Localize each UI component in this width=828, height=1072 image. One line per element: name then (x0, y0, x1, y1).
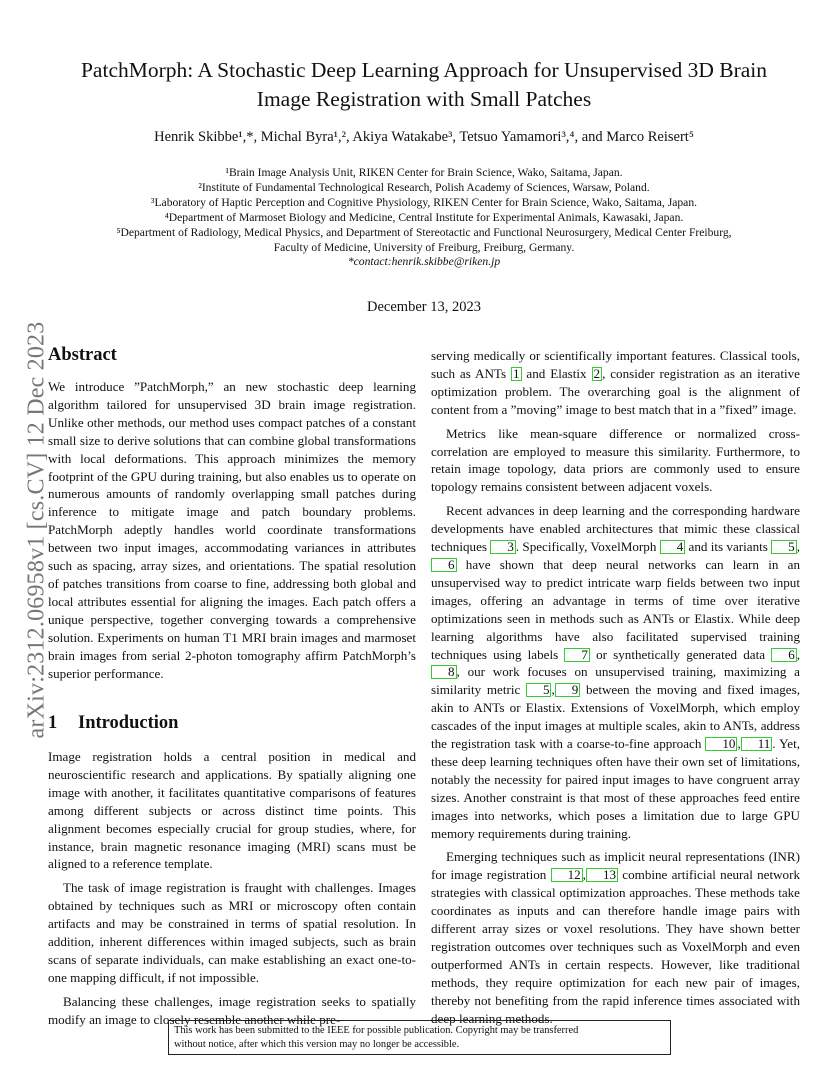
section-title: Introduction (78, 713, 179, 733)
notice-line: without notice, after which this version may no longer be accessible. (174, 1038, 460, 1050)
citation-link[interactable]: 8 (431, 665, 457, 679)
citation-link[interactable]: 5 (526, 683, 552, 697)
affiliation-line: ³Laboratory of Haptic Perception and Cognitive Physiology, RIKEN Center for Brain Science, Wako, Saitama, Japan. (150, 195, 698, 209)
abstract-heading: Abstract (48, 345, 117, 365)
citation-link[interactable]: 13 (586, 868, 618, 882)
citation-link[interactable]: 7 (564, 648, 590, 662)
title-line: PatchMorph: A Stochastic Deep Learning Approach for Unsupervised 3D Brain (80, 58, 768, 82)
citation-link[interactable]: 2 (593, 365, 601, 381)
author-list: Henrik Skibbe¹,*, Michal Byra¹,², Akiya Watakabe³, Tetsuo Yamamori³,⁴, and Marco Reisert⁵ (154, 129, 694, 145)
citation-link[interactable]: 3 (490, 540, 516, 554)
paragraph: Image registration holds a central position in medical and neuroscientific research and applications. By spatially aligning one image with another, it facilitates quantitative comparisons of features among different subjects or across distinct time points. This alignment becomes especially crucial for group studies, where, for instance, brain magnetic resonance imaging (MRI) scans must be aligned to a reference template. (48, 749, 416, 872)
affiliation-line: ¹Brain Image Analysis Unit, RIKEN Center for Brain Science, Wako, Saitama, Japan. (225, 166, 623, 179)
arxiv-identifier: arXiv:2312.06958v1 [cs.CV] 12 Dec 2023 (23, 321, 50, 739)
citation-link[interactable]: 6 (431, 558, 457, 572)
paragraph: The task of image registration is fraught with challenges. Images obtained by techniques such as MRI or microscopy often contain artifacts and may be constrained in terms of spatial resolution. In addition, inherent differences within imaged subjects, such as brain scans of separate individuals, can make establishing an exact one-to-one mapping difficult, if not impossible. (48, 880, 416, 985)
citation-link[interactable]: 4 (660, 540, 686, 554)
affiliation-line: Faculty of Medicine, University of Freiburg, Freiburg, Germany. (273, 240, 575, 254)
paragraph: Metrics like mean-square difference or normalized cross-correlation are employed to measure this similarity. Furthermore, to retain image topology, data priors are commonly used to ensure topology remains consistent between adjacent voxels. (431, 425, 800, 495)
affiliation-line: ⁴Department of Marmoset Biology and Medicine, Central Institute for Experimental Animals, Kawasaki, Japan. (164, 210, 684, 224)
affiliations (40, 166, 808, 270)
affiliation-line: ²Institute of Fundamental Technological Research, Polish Academy of Sciences, Warsaw, Poland. (198, 180, 650, 194)
paragraph: serving medically or scientifically important features. Classical tools, such as ANTs 1 and Elastix 2 , consider registration as an iterative optimization problem. The overarching goal is the alignment of content from a ”moving” image to best match that in a ”fixed” image. (431, 348, 800, 417)
section-number: 1 (48, 713, 58, 733)
paragraph: Balancing these challenges, image registration seeks to spatially modify an image to closely resemble another while pre- (48, 993, 416, 1027)
notice-line: This work has been submitted to the IEEE for possible publication. Copyright may be transferred (174, 1025, 579, 1036)
paragraph: Recent advances in deep learning and the corresponding hardware developments have enabled architectures that mimic these classical techniques 3 . Specifically, VoxelMorph 4 and its variants 5 ,6 have shown that deep neural networks can learn in an unsupervised way to predict intricate warp fields between two input images, offering an advantage in terms of time over iterative optimizations seen in methods such as ANTs or Elastix. While deep learning algorithms have also facilitated supervised training techniques using labels 7 or synthetically generated data 6 ,8 , our work focuses on unsupervised training, maximizing a similarity metric 5 , 9 between the moving and fixed images, akin to ANTs or Elastix. Extensions of VoxelMorph, which employ cascades of the input images at multiple scales, akin to ANTs, address the registration task with a coarse-to-fine approach 10 , 11 . Yet, these deep learning techniques often have their own set of limitations, notably the necessity for paired input images to have congruent array sizes. Another constraint is that most of these approaches feed entire images into networks, which poses a limitation due to large GPU memory requirements during training. (431, 503, 801, 841)
introduction-right-column (431, 347, 800, 1028)
introduction-left-column (48, 748, 416, 1029)
affiliation-line: ⁵Department of Radiology, Medical Physics, and Department of Stereotactic and Functional Neurosurgery, Medical Center Freiburg, (116, 225, 732, 239)
section-heading-introduction (48, 713, 178, 734)
title-line: Image Registration with Small Patches (256, 87, 592, 111)
contact-line: *contact:henrik.skibbe@riken.jp (347, 255, 501, 269)
paragraph: Emerging techniques such as implicit neural representations (INR) for image registration 12 , 13 combine artificial neural network strategies with classical optimization approaches. These methods take coordinates as inputs and can therefore handle image pairs with different array sizes or voxel resolutions. They have shown better registration outcomes over techniques such as VoxelMorph and even outperformed ANTs in certain respects. However, like traditional methods, they require optimization for each new pair of images, thereby not benefiting from the rapid inference times associated with deep learning methods. (431, 849, 800, 1026)
citation-link[interactable]: 12 (551, 868, 583, 882)
citation-link[interactable]: 6 (771, 648, 797, 662)
copyright-notice (168, 1020, 671, 1055)
abstract-text: We introduce ”PatchMorph,” an new stochastic deep learning algorithm tailored for unsupervised 3D brain image registration. Unlike other methods, our method uses compact patches of a constant small size to derive solutions that can combine global transformations with local deformations. This approach minimizes the memory footprint of the GPU during training, but also enables us to operate on numerous amounts of randomly overlapping small patches during inference to mitigate image and patch boundary problems. PatchMorph adeptly handles world coordinate transformations between two input images, accommodating variances in attributes such as spacing, array sizes, and orientations. The spatial resolution of patches transitions from coarse to fine, addressing both global and local attributes essential for aligning the images. Each patch offers a unique perspective, together converging towards a comprehensive solution. Experiments on human T1 MRI brain images and marmoset brain images from serial 2-photon tomography affirm PatchMorph’s superior performance. (48, 379, 416, 681)
citation-link[interactable]: 9 (555, 683, 581, 697)
citation-link[interactable]: 5 (771, 540, 797, 554)
abstract-body (48, 378, 416, 682)
citation-link[interactable]: 10 (705, 737, 737, 751)
citation-link[interactable]: 11 (741, 737, 773, 751)
paper-title (40, 56, 808, 114)
citation-link[interactable]: 1 (512, 365, 520, 381)
paper-date: December 13, 2023 (367, 299, 481, 315)
